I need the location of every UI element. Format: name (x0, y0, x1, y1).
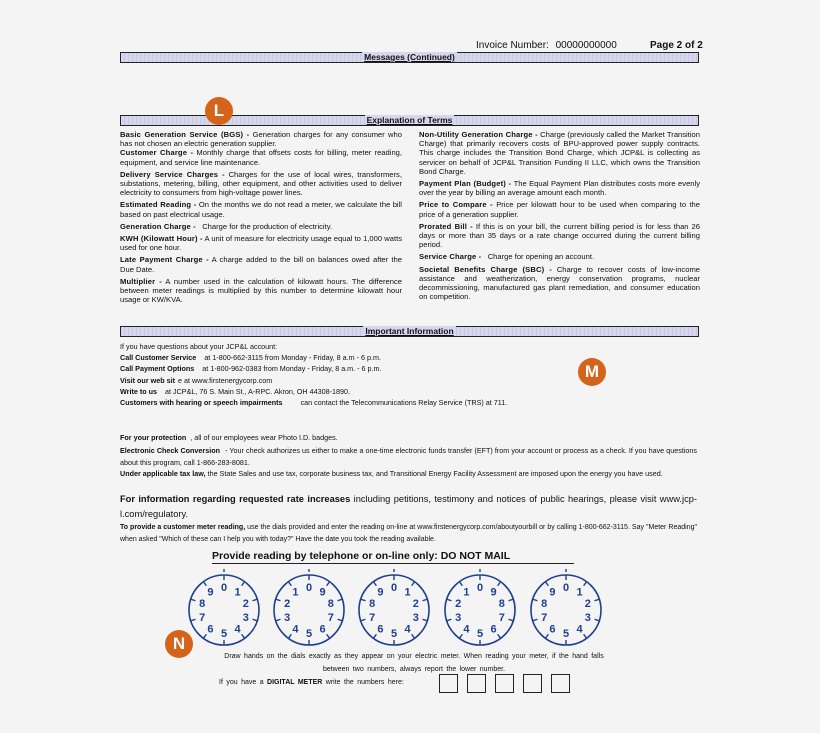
svg-text:0: 0 (220, 582, 228, 594)
term-delivery-service: Delivery Service Charges - Charges for the use of local wires, transformers, substations, metering, billing, other equipment, and other activities used to deliver electricity to consumers from high-voltage power lines. (120, 169, 402, 198)
svg-text:1: 1 (576, 586, 583, 599)
svg-text:9: 9 (490, 586, 497, 599)
svg-text:6: 6 (377, 623, 384, 636)
meter-dial[interactable] (526, 569, 606, 649)
svg-text:8: 8 (541, 597, 548, 610)
term-prorated-bill: Prorated Bill - If this is on your bill, the current billing period is for less than 26 days or more than 35 days or a rate change occurred during the current billing period. (419, 221, 700, 250)
svg-text:4: 4 (292, 623, 299, 636)
svg-text:5: 5 (390, 628, 398, 640)
svg-text:3: 3 (584, 612, 591, 625)
svg-text:1: 1 (292, 586, 299, 599)
svg-text:2: 2 (242, 597, 249, 610)
svg-text:6: 6 (319, 623, 326, 636)
term-multiplier: Multiplier - A number used in the calculation of kilowatt hours. The difference between meter readings is multiplied by this number to determine kilowatt hour usage or KW/KVA. (120, 276, 402, 305)
rate-increase-notice: For information regarding requested rate increases including petitions, testimony and notices of public hearings, please visit www.jcp-l.com/regulatory. (120, 494, 697, 519)
tax-notice: Under applicable tax law, the State Sales and use tax, corporate business tax, and Transitional Energy Facility Assessment are imposed upon the energy you have used. (120, 469, 663, 478)
svg-text:8: 8 (327, 597, 334, 610)
digital-meter-label: If you have a DIGITAL METER write the numbers here: (219, 679, 404, 686)
svg-text:6: 6 (549, 623, 556, 636)
info-title: Important Information (365, 326, 454, 336)
terms-left-column (120, 130, 402, 307)
invoice-number (476, 40, 617, 51)
dial-instructions (207, 650, 621, 676)
svg-text:5: 5 (305, 628, 313, 640)
term-payment-plan: Payment Plan (Budget) - The Equal Payment Plan distributes costs more evenly over the year by billing an average amount each month. (419, 179, 701, 198)
info-line-payment-options: Call Payment Options at 1-800-962-0383 from Monday - Friday, 8 a.m. - 6 p.m. (120, 364, 382, 374)
svg-text:0: 0 (476, 582, 484, 594)
svg-text:1: 1 (404, 586, 411, 599)
svg-text:9: 9 (319, 586, 326, 599)
meter-dial[interactable] (440, 569, 520, 649)
term-nug: Non-Utility Generation Charge - Charge (previously called the Market Transition Charge) that primarily recovers costs of BPU-approved power supply contracts. This charge includes the Transition Bond Charge, which JCP&L is collecting as servicer on behalf of JCP&L Transition Funding II LLC, which owns the Transition Bond Charge. (419, 130, 700, 176)
svg-text:4: 4 (234, 623, 241, 636)
term-estimated-reading: Estimated Reading - On the months we do not read a meter, we calculate the bill based on past electrical usage. (120, 200, 402, 219)
svg-text:9: 9 (549, 586, 556, 599)
svg-text:7: 7 (541, 612, 548, 625)
svg-text:9: 9 (377, 586, 384, 599)
term-bgs: Basic Generation Service (BGS) - Generation charges for any consumer who has not chosen an electric generation supplier. (120, 130, 402, 149)
svg-text:0: 0 (305, 582, 313, 594)
svg-text:3: 3 (242, 612, 249, 625)
svg-text:1: 1 (463, 586, 470, 599)
svg-text:2: 2 (455, 597, 462, 610)
dial-instructions-line-1: Draw hands on the dials exactly as they appear on your electric meter. When reading your meter, if the hand falls (224, 653, 604, 660)
svg-text:9: 9 (207, 586, 214, 599)
digital-digit-box[interactable] (495, 674, 514, 693)
info-intro: If you have questions about your JCP&L account: (120, 342, 278, 351)
svg-text:7: 7 (327, 612, 334, 625)
protection-notice: For your protection , all of our employees wear Photo I.D. badges. (120, 433, 338, 442)
meter-reading-notice: To provide a customer meter reading, use the dials provided and enter the reading on-line at www.firstenergycorp.com/aboutyourbill or by calling 1-800-662-3115. Say "Meter Reading" when asked "Which of these can I help you with today?" Have the date you took the reading available. (120, 524, 697, 543)
digital-digit-box[interactable] (551, 674, 570, 693)
svg-text:8: 8 (498, 597, 505, 610)
invoice-label: Invoice Number: (476, 40, 549, 51)
digital-digit-box[interactable] (439, 674, 458, 693)
svg-text:3: 3 (412, 612, 419, 625)
svg-text:1: 1 (234, 586, 241, 599)
svg-text:5: 5 (220, 628, 228, 640)
svg-text:2: 2 (584, 597, 591, 610)
term-late-payment: Late Payment Charge - A charge added to the bill on balances owed after the Due Date. (120, 255, 402, 274)
svg-text:8: 8 (369, 597, 376, 610)
svg-text:4: 4 (576, 623, 583, 636)
term-generation-charge: Generation Charge - Charge for the production of electricity. (120, 221, 333, 231)
meter-dial[interactable] (184, 569, 264, 649)
meter-heading: Provide reading by telephone or on-line only: DO NOT MAIL (212, 550, 574, 564)
dial-instructions-line-2: between two numbers, always report the lower number. (322, 666, 506, 673)
terms-right-column (419, 130, 700, 304)
term-service-charge: Service Charge - Charge for opening an account. (419, 252, 595, 262)
term-kwh: KWH (Kilowatt Hour) - A unit of measure for electricity usage equal to 1,000 watts used for one hour. (120, 234, 403, 253)
meter-dial[interactable] (354, 569, 434, 649)
terms-title: Explanation of Terms (366, 115, 453, 125)
svg-text:2: 2 (284, 597, 291, 610)
svg-text:7: 7 (199, 612, 206, 625)
page-indicator: Page 2 of 2 (650, 40, 703, 51)
svg-text:2: 2 (412, 597, 419, 610)
svg-text:4: 4 (404, 623, 411, 636)
svg-text:0: 0 (562, 582, 570, 594)
ecc-notice: Electronic Check Conversion - Your check authorizes us either to make a one-time electronic funds transfer (EFT) from your account or process as a check. If you have questions about this program, call 1-866-283-8081. (120, 446, 697, 467)
info-line-trs: Customers with hearing or speech impairments can contact the Telecommunications Relay Service (TRS) at 711. (120, 398, 508, 408)
marker-badge-l: L (205, 97, 233, 125)
messages-continued-bar (120, 52, 699, 63)
messages-title: Messages (Continued) (364, 52, 455, 62)
marker-badge-n: N (165, 630, 193, 658)
svg-text:0: 0 (390, 582, 398, 594)
marker-badge-m: M (578, 358, 606, 386)
digital-digit-box[interactable] (523, 674, 542, 693)
term-customer-charge: Customer Charge - Monthly charge that offsets costs for billing, meter reading, equipment, and service line maintenance. (120, 148, 402, 167)
svg-text:4: 4 (463, 623, 470, 636)
svg-text:7: 7 (369, 612, 376, 625)
invoice-value: 00000000000 (555, 40, 617, 51)
svg-text:7: 7 (498, 612, 505, 625)
svg-text:8: 8 (199, 597, 206, 610)
important-information-bar (120, 326, 699, 337)
svg-text:5: 5 (562, 628, 570, 640)
svg-text:6: 6 (490, 623, 497, 636)
info-line-website: Visit our web sit e at www.firstenergycorp.com (120, 375, 273, 385)
contact-info (120, 341, 570, 408)
svg-text:3: 3 (455, 612, 462, 625)
info-line-mail: Write to us at JCP&L, 76 S. Main St., A-RPC. Akron, OH 44308-1890. (120, 386, 350, 396)
svg-text:3: 3 (284, 612, 291, 625)
svg-text:6: 6 (207, 623, 214, 636)
digital-digit-box[interactable] (467, 674, 486, 693)
info-line-customer-service: Call Customer Service at 1-800-662-3115 from Monday - Friday, 8 a.m - 6 p.m. (120, 353, 382, 363)
term-sbc: Societal Benefits Charge (SBC) - Charge to recover costs of low-income assistance and weatherization, energy conservation programs, nuclear decommissioning, manufactured gas plant remediation, and consumer education on competition. (419, 264, 700, 302)
svg-text:5: 5 (476, 628, 484, 640)
term-price-to-compare: Price to Compare - Price per kilowatt hour to be used when comparing to the price of a generation supplier. (419, 200, 700, 219)
meter-dial[interactable] (269, 569, 349, 649)
